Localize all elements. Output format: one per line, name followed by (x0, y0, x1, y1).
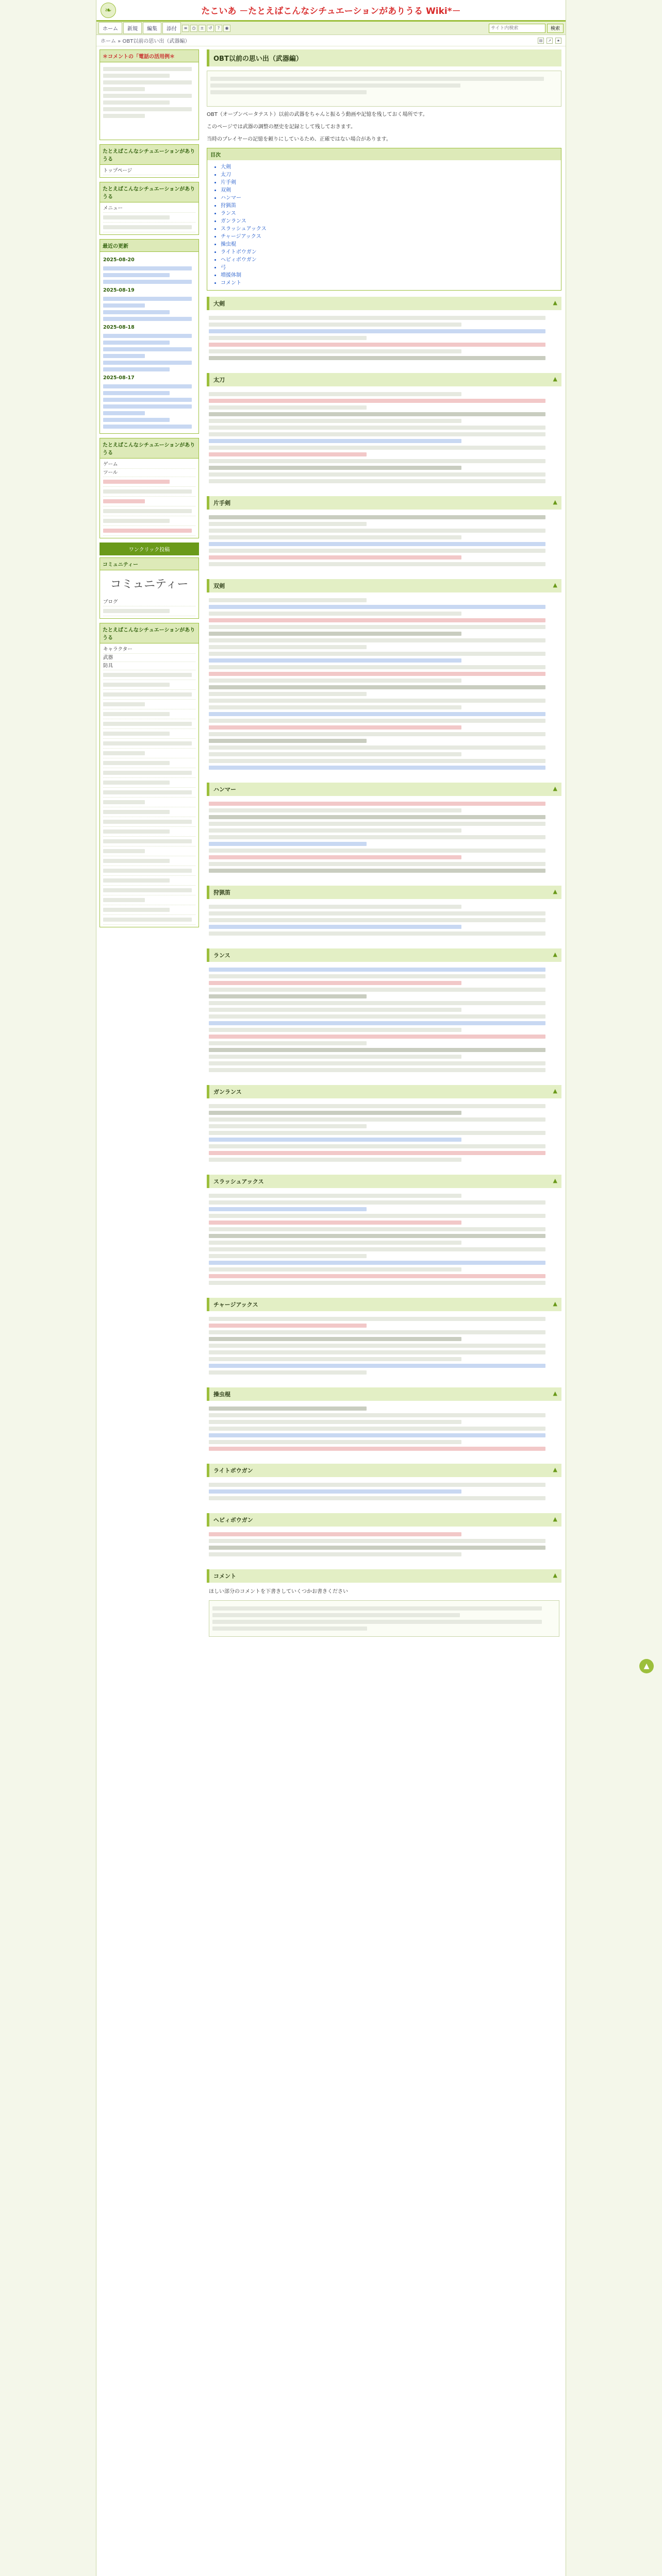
section-title: 片手剣 (213, 500, 230, 506)
weapon-section (207, 496, 561, 572)
toc-item[interactable]: • 太刀 (221, 171, 561, 179)
section-title: 双剣 (213, 583, 225, 589)
text-line (209, 1267, 461, 1272)
menu-edit[interactable]: 編集 (143, 22, 161, 34)
text-line (209, 1357, 461, 1361)
menu-new[interactable]: 新規 (123, 22, 142, 34)
section-title: ヘビィボウガン (213, 1517, 253, 1523)
text-line (209, 1350, 545, 1354)
site-title[interactable]: たこいあ －たとえばこんなシチュエーションがありうる Wiki*－ (201, 6, 461, 16)
sidebar-item-character[interactable]: キャラクター (103, 646, 195, 654)
text-line (209, 1035, 545, 1039)
text-line (209, 419, 461, 423)
text-line (209, 1344, 545, 1348)
sidebar-item-menu[interactable]: メニュー (103, 205, 195, 213)
text-line (209, 399, 545, 403)
arrow-up-icon[interactable]: ▲ (553, 1466, 557, 1473)
text-line (209, 766, 545, 770)
section-title: ハンマー (213, 786, 236, 793)
section-heading (207, 1298, 561, 1311)
text-line (209, 479, 545, 483)
weapon-section (207, 297, 561, 366)
share-icon[interactable]: ↗ (547, 38, 553, 44)
toc-item[interactable]: • ハンマー (221, 194, 561, 202)
text-line (209, 1532, 461, 1536)
weapon-section (207, 1085, 561, 1167)
search-form (489, 24, 564, 33)
text-line (209, 1055, 461, 1059)
arrow-up-icon[interactable]: ▲ (553, 499, 557, 505)
print-icon[interactable]: ▤ (538, 38, 544, 44)
text-line (209, 1200, 545, 1205)
text-line (209, 1483, 545, 1487)
toc-item[interactable]: • 双剣 (221, 187, 561, 194)
text-line (209, 638, 545, 642)
section-title: ランス (213, 952, 230, 959)
section-heading (207, 783, 561, 796)
text-line (209, 815, 545, 819)
text-line (209, 705, 461, 709)
help-icon[interactable]: ? (215, 25, 222, 32)
section-title: 大剣 (213, 300, 225, 307)
rss-icon[interactable]: ◉ (223, 25, 230, 32)
text-line (209, 645, 367, 649)
text-line (209, 1048, 545, 1052)
arrow-up-icon[interactable]: ▲ (553, 376, 557, 382)
text-line (209, 842, 367, 846)
section-title: ライトボウガン (213, 1467, 253, 1474)
text-line (209, 1406, 367, 1411)
sidebar-block-character (100, 623, 199, 927)
text-line (209, 336, 367, 340)
weapon-section (207, 1298, 561, 1380)
text-line (209, 1330, 545, 1334)
text-line (209, 323, 461, 327)
toc-item[interactable]: • ヘビィボウガン (221, 256, 561, 264)
text-line (209, 356, 545, 360)
text-line (209, 835, 545, 839)
recent-date: 2025-08-18 (103, 325, 135, 330)
text-line (209, 1247, 545, 1251)
list-icon[interactable]: ≡ (182, 25, 189, 32)
section-heading (207, 1085, 561, 1098)
text-line (209, 911, 545, 916)
text-line (209, 1041, 367, 1045)
text-line (209, 672, 545, 676)
text-line (209, 862, 545, 866)
sidebar-notice-head: ＊コメントの「電話の活用例＊ (100, 50, 198, 62)
search-input[interactable] (489, 24, 545, 33)
text-line (209, 426, 545, 430)
sidebar-item-weapon[interactable]: 武器 (103, 654, 195, 662)
text-line (209, 632, 461, 636)
sidebar-item-blog[interactable]: ブログ (103, 598, 195, 606)
menu-home[interactable]: ホーム (98, 22, 122, 34)
text-line (209, 1061, 545, 1065)
text-line (209, 529, 545, 533)
text-line (209, 1131, 545, 1135)
breadcrumb (96, 35, 566, 46)
section-title: 太刀 (213, 377, 225, 383)
text-line (209, 1420, 461, 1424)
text-line (209, 1370, 367, 1375)
leaf-icon[interactable]: ❧ (101, 3, 116, 18)
weapon-section (207, 1513, 561, 1562)
text-line (209, 739, 367, 743)
text-line (209, 1151, 545, 1155)
text-line (209, 1158, 461, 1162)
toc-item[interactable]: • スラッシュアックス (221, 225, 561, 233)
search-button[interactable]: 検索 (547, 24, 564, 33)
text-line (209, 1539, 545, 1543)
text-line (209, 974, 545, 978)
text-line (209, 1104, 545, 1108)
page-notice (207, 71, 561, 107)
section-heading (207, 948, 561, 962)
text-line (209, 542, 545, 546)
text-line (209, 752, 461, 756)
text-line (209, 925, 461, 929)
weapon-section (207, 579, 561, 775)
sections (207, 297, 561, 1562)
text-line (209, 1021, 545, 1025)
text-line (209, 1241, 461, 1245)
text-line (209, 1447, 545, 1451)
text-line (209, 652, 545, 656)
text-line (209, 828, 461, 833)
text-line (209, 1207, 367, 1211)
text-line (209, 1489, 461, 1494)
text-line (209, 555, 461, 560)
text-line (209, 1364, 545, 1368)
section-title: ガンランス (213, 1089, 242, 1095)
arrow-up-icon[interactable]: ▲ (553, 1177, 557, 1184)
section-heading (207, 886, 561, 899)
text-line (209, 343, 545, 347)
arrow-up-icon[interactable]: ▲ (553, 1516, 557, 1522)
sidebar-block-top (100, 144, 199, 178)
text-line (209, 699, 545, 703)
section-title: スラッシュアックス (213, 1178, 264, 1185)
text-line (209, 392, 461, 396)
text-line (209, 869, 545, 873)
menu-attach[interactable]: 添付 (162, 22, 181, 34)
toc-item[interactable]: • 狩猟笛 (221, 202, 561, 210)
text-line (209, 1337, 461, 1341)
recent-date: 2025-08-19 (103, 287, 135, 293)
arrow-up-icon[interactable]: ▲ (553, 299, 557, 306)
text-line (209, 562, 545, 566)
section-heading (207, 496, 561, 510)
arrow-up-icon[interactable]: ▲ (553, 888, 557, 895)
history-icon[interactable]: ↺ (207, 25, 214, 32)
text-line (209, 459, 545, 463)
toc-item[interactable]: • ライトボウガン (221, 248, 561, 256)
table-of-contents (207, 148, 561, 291)
text-line (209, 1008, 461, 1012)
text-line (209, 712, 545, 716)
section-title: 操虫棍 (213, 1391, 230, 1398)
text-line (209, 1028, 461, 1032)
section-title: 狩猟笛 (213, 889, 230, 896)
sidebar-notice (100, 49, 199, 140)
text-line (209, 515, 545, 519)
text-line (209, 412, 545, 416)
intro-text-1: OBT（オープンベータテスト）以前の武器をちゃんと振るう動画や記憶を残しておく場所です。 (207, 112, 428, 117)
text-line (209, 1001, 545, 1005)
toc-item[interactable]: • ガンランス (221, 217, 561, 225)
text-line (209, 855, 461, 859)
text-line (209, 549, 545, 553)
intro-text-3: 当時のプレイヤーの記憶を頼りにしているため、正確ではない場合があります。 (207, 137, 391, 142)
text-line (209, 658, 461, 663)
text-line (209, 1221, 461, 1225)
breadcrumb-text[interactable]: ホーム » OBT以前の思い出（武器編） (101, 39, 190, 44)
section-heading (207, 373, 561, 386)
sidebar-community (100, 557, 199, 619)
scroll-top-icon[interactable]: ▲ (639, 1659, 654, 1673)
arrow-up-icon[interactable]: ▲ (553, 951, 557, 958)
section-heading (207, 1175, 561, 1188)
text-line (209, 1117, 545, 1122)
toc-item[interactable]: • 片手剣 (221, 179, 561, 187)
text-line (209, 802, 545, 806)
weapon-section (207, 948, 561, 1078)
toc-item[interactable]: • 増援体制 (221, 272, 561, 279)
section-title: チャージアックス (213, 1301, 258, 1308)
text-line (209, 1317, 545, 1321)
text-line (209, 472, 545, 477)
text-line (209, 1324, 367, 1328)
text-line (209, 822, 545, 826)
text-line (209, 1261, 545, 1265)
sidebar-item-armor[interactable]: 防具 (103, 662, 195, 670)
text-line (209, 535, 461, 539)
text-line (209, 1124, 367, 1128)
sidebar-item-game[interactable]: ゲーム (103, 461, 195, 469)
text-line (209, 1413, 545, 1417)
text-line (209, 1111, 461, 1115)
text-line (209, 905, 461, 909)
text-line (209, 1427, 545, 1431)
text-line (209, 612, 461, 616)
community-banner[interactable]: コミュニティー (110, 578, 189, 591)
section-heading (207, 297, 561, 310)
text-line (209, 1068, 545, 1072)
sidebar-head: たとえばこんなシチュエーションがありうる (100, 438, 198, 459)
text-line (209, 994, 367, 998)
text-line (209, 745, 545, 750)
sidebar-head: 最近の更新 (100, 240, 198, 252)
main-content (205, 46, 564, 1650)
toc-list (207, 160, 561, 290)
text-line (209, 665, 545, 669)
sidebar (96, 46, 202, 935)
clock-icon[interactable]: ◷ (190, 25, 197, 32)
toc-item[interactable]: • ランス (221, 210, 561, 217)
text-line (209, 1194, 461, 1198)
toc-item[interactable]: • 大剣 (221, 163, 561, 171)
arrow-up-icon[interactable]: ▲ (553, 1572, 557, 1579)
text-line (209, 719, 545, 723)
text-line (209, 931, 545, 936)
text-line (209, 732, 545, 736)
text-line (209, 1440, 461, 1444)
recent-date: 2025-08-20 (103, 257, 135, 263)
text-line (209, 1254, 367, 1258)
text-line (209, 439, 461, 443)
weapon-section (207, 886, 561, 941)
text-line (209, 759, 545, 763)
menu-bar (96, 22, 566, 35)
weapon-section (207, 1387, 561, 1456)
text-line (209, 1234, 545, 1238)
text-line (209, 1274, 545, 1278)
sidebar-recent (100, 239, 199, 434)
sidebar-head: たとえばこんなシチュエーションがありうる (100, 623, 198, 643)
arrow-up-icon[interactable]: ▲ (553, 785, 557, 792)
section-heading (207, 1387, 561, 1401)
text-line (209, 1546, 545, 1550)
text-line (209, 1014, 545, 1019)
text-line (209, 598, 367, 602)
text-line (209, 1227, 545, 1231)
text-line (209, 692, 367, 696)
text-line (209, 1433, 545, 1437)
toc-item[interactable]: • チャージアックス (221, 233, 561, 241)
text-line (209, 1138, 461, 1142)
one-click-post-button[interactable]: ワンクリック投稿 (100, 543, 199, 555)
arrow-up-icon[interactable]: ▲ (553, 1390, 557, 1397)
text-line (209, 685, 545, 689)
sidebar-head: コミュニティー (100, 558, 198, 570)
text-line (209, 981, 461, 985)
text-line (209, 918, 545, 922)
text-line (209, 446, 545, 450)
sidebar-block-menu (100, 182, 199, 235)
toc-item[interactable]: • 操虫棍 (221, 241, 561, 248)
section-heading (207, 1464, 561, 1477)
section-title: コメント (213, 1573, 236, 1580)
text-line (209, 1552, 461, 1556)
section-heading (207, 579, 561, 592)
text-line (209, 618, 545, 622)
site-header (96, 0, 566, 22)
sidebar-block-game (100, 438, 199, 538)
text-line (209, 1281, 545, 1285)
comment-list (209, 1600, 559, 1637)
text-line (209, 329, 545, 333)
text-line (209, 405, 367, 410)
section-heading (207, 1569, 561, 1583)
page-frame (96, 0, 566, 2576)
text-line (209, 725, 461, 730)
arrow-up-icon[interactable]: ▲ (553, 582, 557, 588)
text-line (209, 849, 545, 853)
text-line (209, 316, 545, 320)
text-line (209, 1144, 545, 1148)
intro-text-2: このページでは武器の調整の歴史を記録として残しておきます。 (207, 124, 356, 130)
text-line (209, 1496, 545, 1500)
text-line (209, 1214, 545, 1218)
text-line (209, 522, 367, 526)
diff-icon[interactable]: ± (198, 25, 206, 32)
text-line (209, 988, 545, 992)
text-line (209, 968, 545, 972)
text-line (209, 466, 461, 470)
arrow-up-icon[interactable]: ▲ (553, 1088, 557, 1094)
toc-title: 目次 (207, 148, 561, 160)
text-line (209, 452, 367, 456)
text-line (209, 349, 461, 353)
sidebar-head: たとえばこんなシチュエーションがありうる (100, 182, 198, 202)
toc-item[interactable]: • 弓 (221, 264, 561, 272)
text-line (209, 808, 461, 812)
recent-date: 2025-08-17 (103, 375, 135, 381)
comment-label: ほしい部分のコメントを下書きしていくつかお書きください (209, 1589, 348, 1595)
text-line (209, 625, 545, 629)
weapon-section (207, 783, 561, 878)
arrow-up-icon[interactable]: ▲ (553, 1300, 557, 1307)
weapon-section (207, 1175, 561, 1291)
text-line (209, 605, 545, 609)
weapon-section (207, 373, 561, 489)
bookmark-icon[interactable]: ★ (555, 38, 561, 44)
text-line (209, 432, 545, 436)
toc-item[interactable]: • コメント (221, 279, 561, 287)
comment-section (207, 1569, 561, 1640)
page-title: OBT以前の思い出（武器編） (207, 49, 561, 66)
sidebar-item-top[interactable]: トップページ (103, 167, 195, 175)
section-heading (207, 1513, 561, 1527)
text-line (209, 679, 461, 683)
sidebar-item-tool[interactable]: ツール (103, 469, 195, 477)
weapon-section (207, 1464, 561, 1506)
sidebar-head: たとえばこんなシチュエーションがありうる (100, 145, 198, 165)
